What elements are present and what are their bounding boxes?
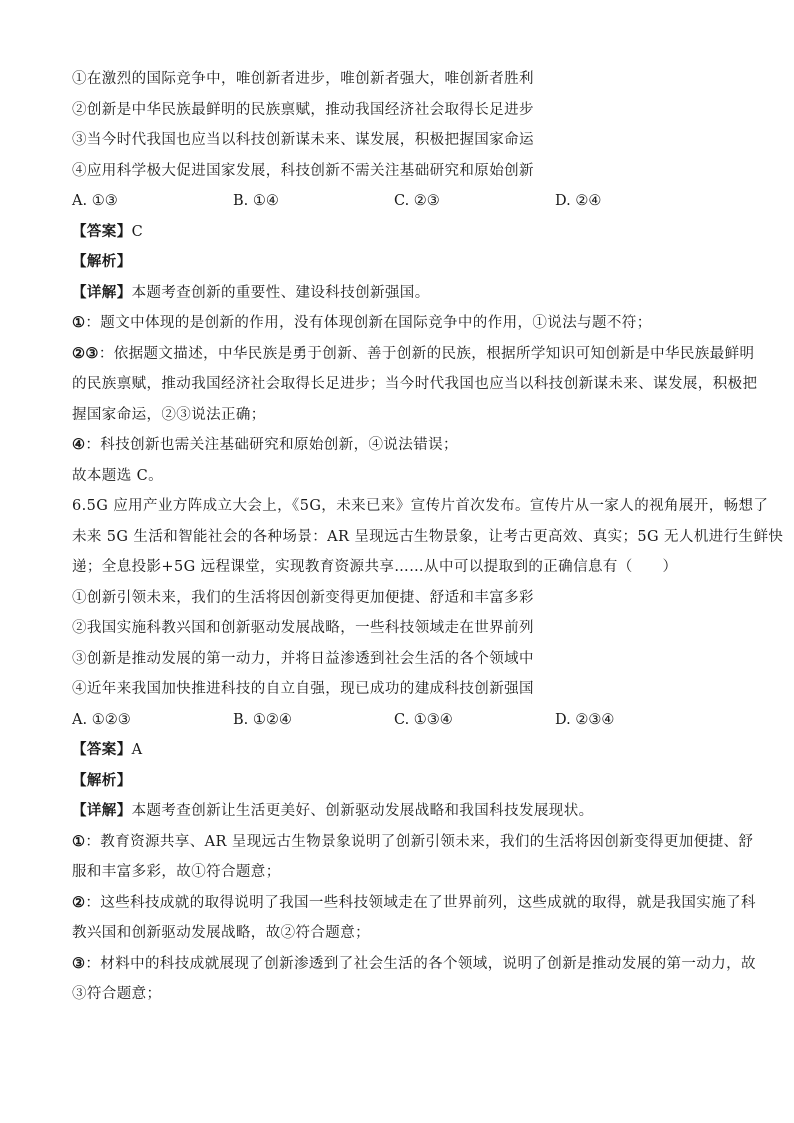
q5-statement-1: ①在激烈的国际竞争中，唯创新者进步，唯创新者强大，唯创新者胜利 xyxy=(72,71,534,87)
q6-options xyxy=(72,705,722,736)
q6-explanation-4 xyxy=(72,918,722,949)
q5-detail-intro: 本题考查创新的重要性、建设科技创新强国。 xyxy=(131,284,430,301)
q6-option-d: D. ②③④ xyxy=(555,711,615,728)
q6-statement-4: ④近年来我国加快推进科技的自立自强，现已成功的建成科技创新强国 xyxy=(72,681,534,697)
q6-stem-line-2: 未来 5G 生活和智能社会的各种场景：AR 呈现远古生物景象，让考古更高效、真实；5G 无人机进行生鲜快 xyxy=(72,528,784,545)
q5-explanation-1 xyxy=(72,308,722,339)
q5-options xyxy=(72,186,722,217)
q6-explanation-marker: ③ xyxy=(72,954,86,972)
q6-stem-line-1: 6.5G 应用产业方阵成立大会上，《5G，未来已来》宣传片首次发布。宣传片从一家人的视角展开，畅想了 xyxy=(72,498,769,514)
q6-explanation-3 xyxy=(72,888,756,919)
q6-explanation-1 xyxy=(72,827,754,858)
q6-option-b: B. ①②④ xyxy=(233,711,292,728)
q5-explanation-marker: ① xyxy=(72,314,86,331)
q6-explanation-6 xyxy=(72,979,722,1010)
q5-explanation-5 xyxy=(72,430,722,461)
q5-option-c: C. ②③ xyxy=(394,193,440,209)
q6-statement-2: ②我国实施科教兴国和创新驱动发展战略，一些科技领域走在世界前列 xyxy=(72,620,534,636)
q6-explanation-5 xyxy=(72,949,756,980)
q6-analysis-label: 【解析】 xyxy=(72,771,132,789)
q5-explanation-2 xyxy=(72,339,755,370)
q5-explanation-text: 的民族禀赋，推动我国经济社会取得长足进步；当今时代我国也应当以科技创新谋未来、谋发展，积极把 xyxy=(72,376,758,392)
q6-option-c: C. ①③④ xyxy=(394,711,453,728)
q5-analysis-label: 【解析】 xyxy=(72,253,132,270)
q5-answer xyxy=(72,217,722,248)
q6-statement-3: ③创新是推动发展的第一动力，并将日益渗透到社会生活的各个领域中 xyxy=(72,650,534,667)
q5-explanation-4 xyxy=(72,400,722,431)
q5-explanation-text: 握国家命运，②③说法正确； xyxy=(72,406,266,423)
q5-detail xyxy=(72,278,722,309)
q5-answer-label: 【答案】 xyxy=(72,222,132,240)
q5-option-a: A. ①③ xyxy=(72,193,118,209)
q5-explanation-3 xyxy=(72,369,758,400)
q5-option-d: D. ②④ xyxy=(555,193,602,209)
q5-statement-4: ④应用科学极大促进国家发展，科技创新不需关注基础研究和原始创新 xyxy=(72,162,534,179)
q6-detail-intro: 本题考查创新让生活更美好、创新驱动发展战略和我国科技发展现状。 xyxy=(131,803,594,819)
q5-option-b: B. ①④ xyxy=(233,193,279,209)
q5-explanation-text: ：科技创新也需关注基础研究和原始创新，④说法错误； xyxy=(85,437,458,453)
q6-answer-value: A xyxy=(131,742,143,758)
q6-explanation-marker: ① xyxy=(72,832,86,850)
q5-explanation-marker: ④ xyxy=(72,436,86,453)
q6-answer xyxy=(72,735,722,766)
q6-explanation-text: 教兴国和创新驱动发展战略，故②符合题意； xyxy=(72,925,370,941)
q5-explanation-marker: ②③ xyxy=(72,344,99,362)
q6-explanation-2 xyxy=(72,857,722,888)
q6-option-a: A. ①②③ xyxy=(72,711,131,728)
q5-answer-value: C xyxy=(131,223,144,240)
q6-explanation-marker: ② xyxy=(72,893,86,911)
q6-answer-label: 【答案】 xyxy=(72,741,132,758)
q6-explanation-text: ：这些科技成就的取得说明了我国一些科技领域走在了世界前列，这些成就的取得，就是我国实施了科 xyxy=(85,894,756,911)
q6-stem-line-3: 递；全息投影+5G 远程课堂，实现教育资源共享……从中可以提取到的正确信息有（ ） xyxy=(72,559,678,575)
q5-statement-3: ③当今时代我国也应当以科技创新谋未来、谋发展，积极把握国家命运 xyxy=(72,132,534,148)
q5-conclusion: 故本题选 C。 xyxy=(72,467,164,484)
q6-statement-1: ①创新引领未来，我们的生活将因创新变得更加便捷、舒适和丰富多彩 xyxy=(72,589,534,606)
q5-explanation-text: ：依据题文描述，中华民族是勇于创新、善于创新的民族，根据所学知识可知创新是中华民族最鲜明 xyxy=(98,345,755,362)
q6-detail xyxy=(72,796,722,827)
q6-detail-label: 【详解】 xyxy=(72,802,132,819)
document-page xyxy=(72,64,784,1010)
q5-statement-2: ②创新是中华民族最鲜明的民族禀赋，推动我国经济社会取得长足进步 xyxy=(72,101,534,118)
q5-explanation-text: ：题文中体现的是创新的作用，没有体现创新在国际竞争中的作用，①说法与题不符； xyxy=(85,315,652,331)
q6-explanation-text: 服和丰富多彩，故①符合题意； xyxy=(72,864,281,880)
q6-explanation-text: ：教育资源共享、AR 呈现远古生物景象说明了创新引领未来，我们的生活将因创新变得更加便捷、舒 xyxy=(85,833,754,850)
q5-detail-label: 【详解】 xyxy=(72,283,132,301)
q6-explanation-text: ③符合题意； xyxy=(72,986,162,1002)
q6-explanation-text: ：材料中的科技成就展现了创新渗透到了社会生活的各个领域，说明了创新是推动发展的第一动力，故 xyxy=(85,955,756,972)
